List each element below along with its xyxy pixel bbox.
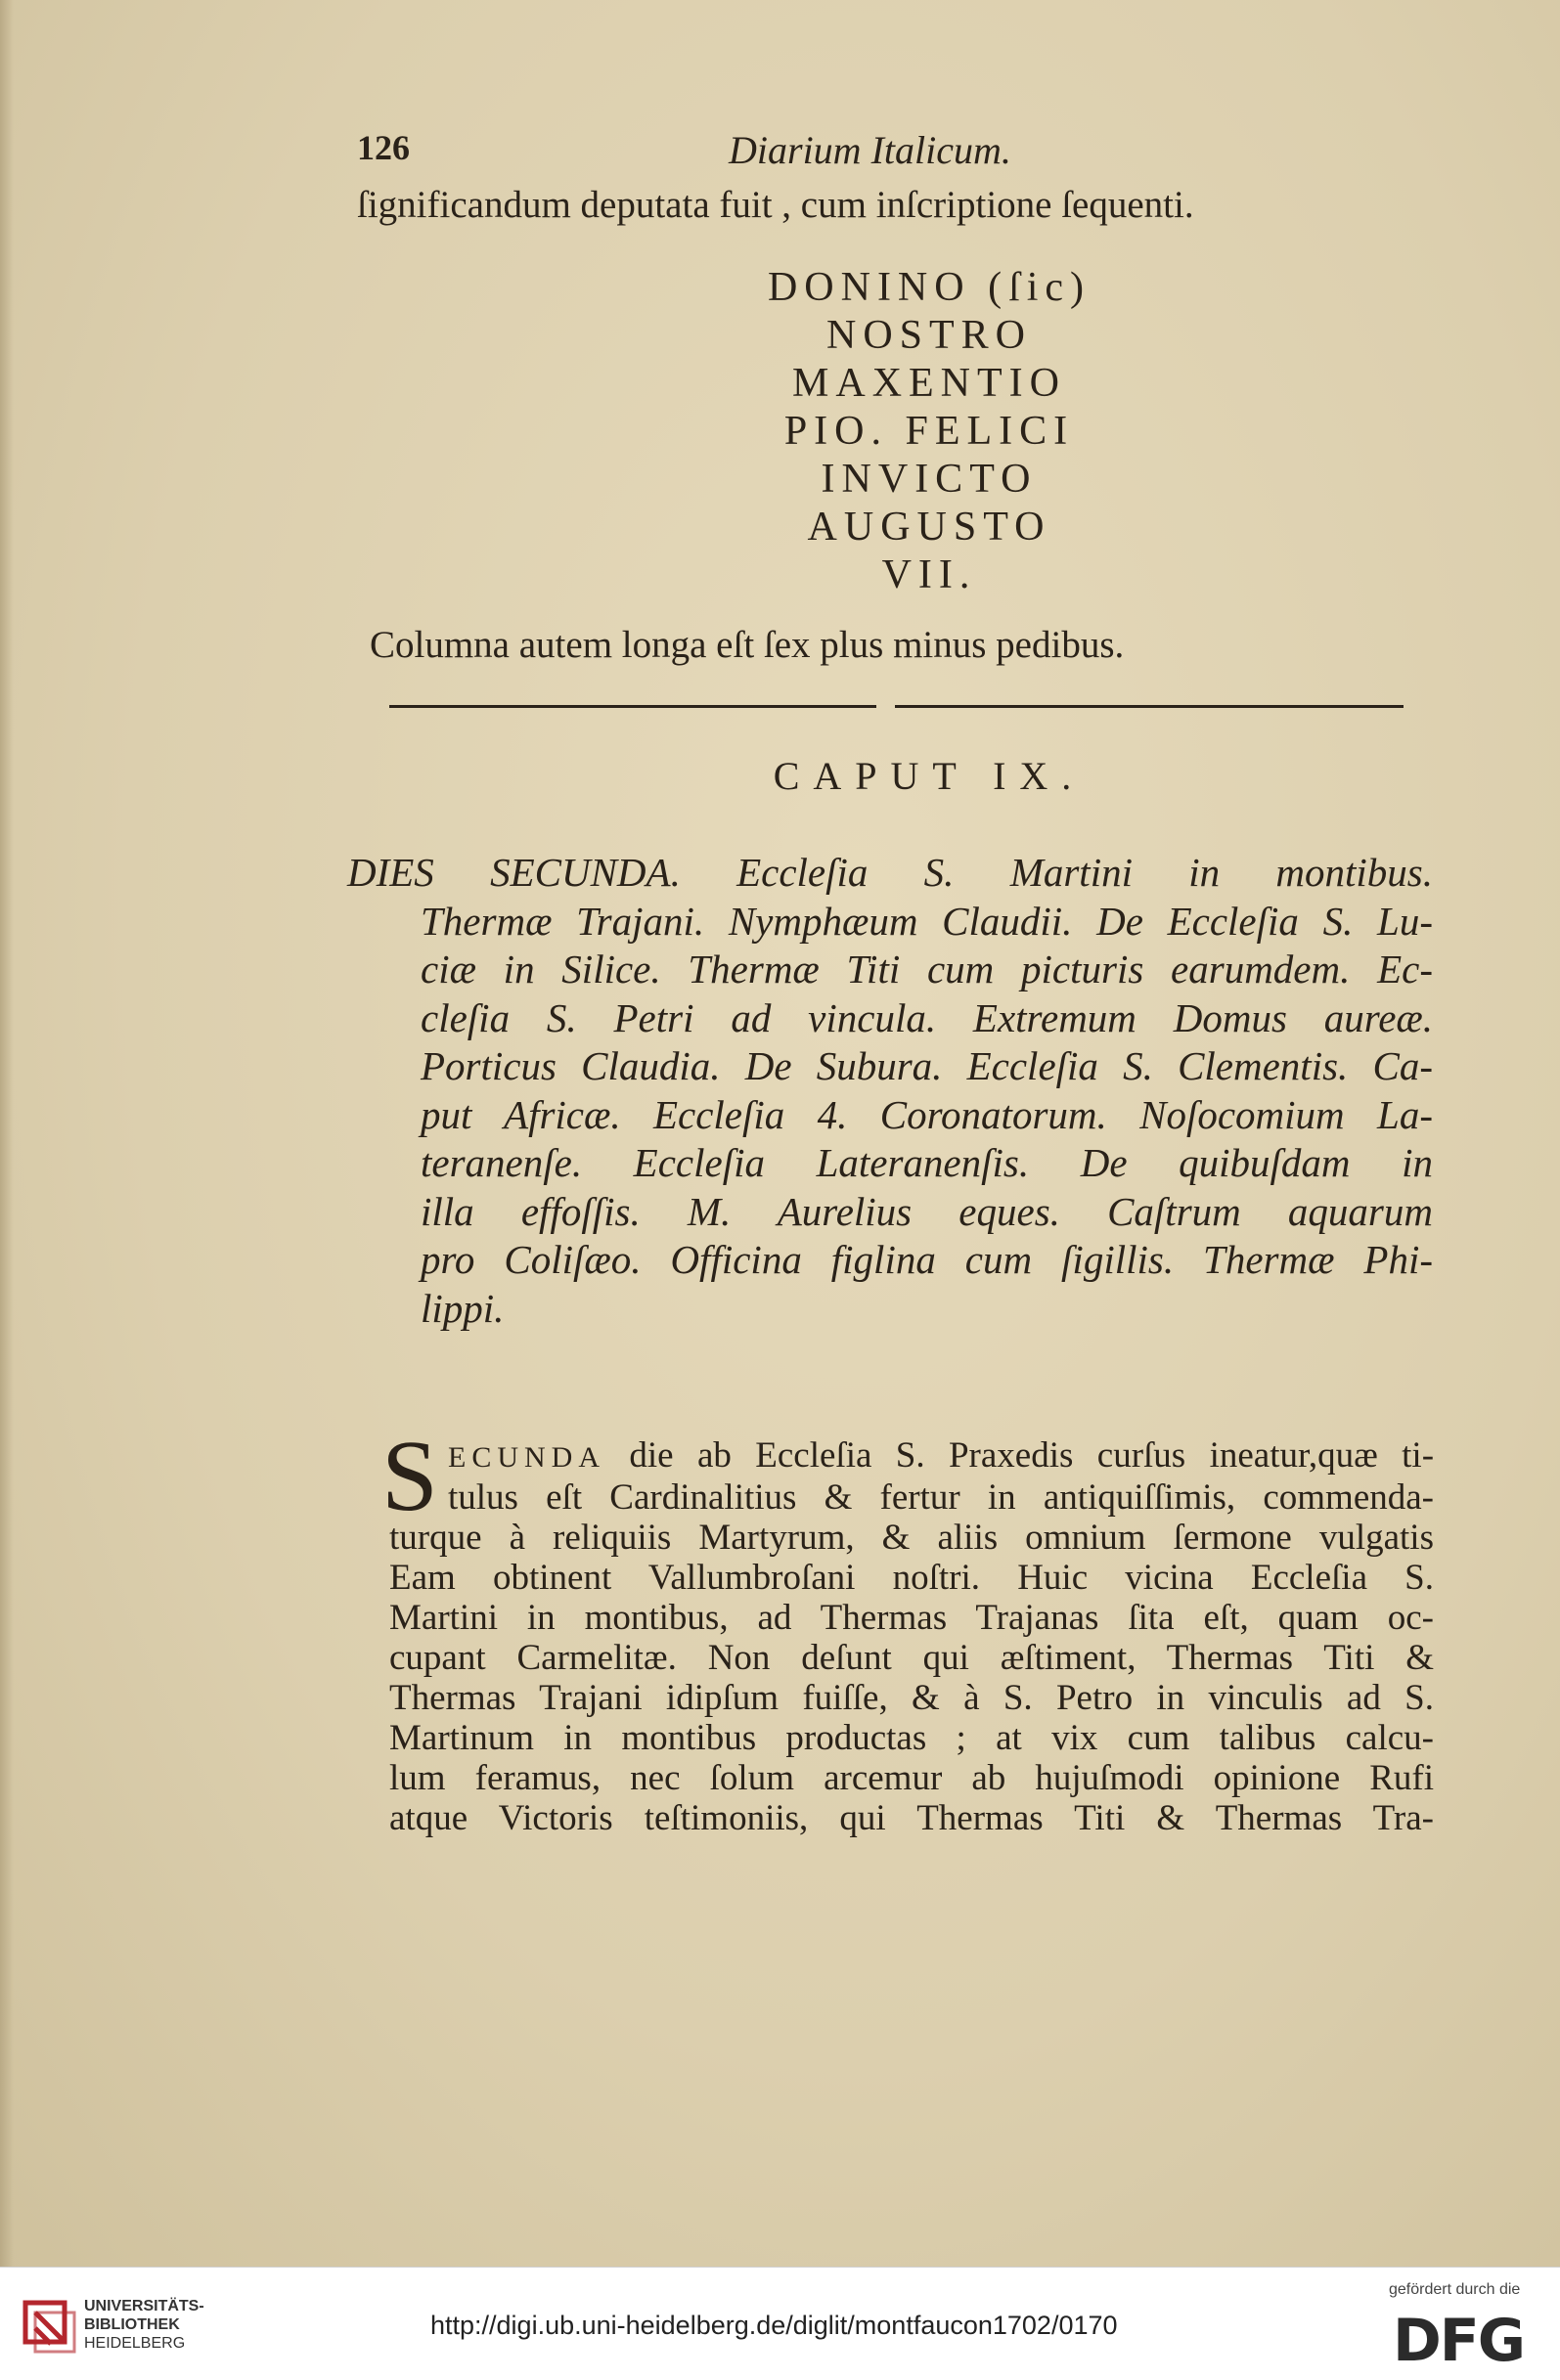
library-name[interactable]: [84, 2297, 241, 2353]
body-line: Thermas Trajani idipſum fuiſſe, & à S. Petro in vinculis ad S.: [389, 1678, 1434, 1718]
viewer-footer: [0, 2267, 1560, 2380]
body-line: atque Victoris teſtimoniis, qui Thermas Titi & Thermas Tra-: [389, 1798, 1434, 1838]
summary-line: Thermæ Trajani. Nymphæum Claudii. De Eccleſia S. Lu-: [421, 898, 1433, 944]
summary-line: teranenſe. Eccleſia Lateranenſis. De quibuſdam in: [421, 1140, 1433, 1185]
university-library-logo-icon[interactable]: [22, 2299, 76, 2358]
body-line: turque à reliquiis Martyrum, & aliis omnium ſermone vulgatis: [389, 1518, 1434, 1558]
summary-line: Porticus Claudia. De Subura. Eccleſia S. Clementis. Ca-: [421, 1043, 1433, 1088]
dfg-logo[interactable]: DFG: [1393, 2307, 1525, 2375]
first-line-text: die ab Eccleſia S. Praxedis curſus ineatur,quæ ti-: [629, 1435, 1435, 1476]
library-name-line: UNIVERSITÄTS-: [84, 2298, 204, 2314]
body-line: cupant Carmelitæ. Non deſunt qui æſtiment, Thermas Titi &: [389, 1638, 1434, 1678]
summary-line: lippi.: [421, 1285, 505, 1331]
body-line: lum feramus, nec ſolum arcemur ab hujuſmodi opinione Rufi: [389, 1758, 1434, 1798]
summary-line: pro Coliſæo. Officina figlina cum ſigillis. Thermæ Phi-: [421, 1237, 1433, 1282]
body-line: tulus eſt Cardinalitius & fertur in antiquiſſimis, commenda-: [448, 1477, 1434, 1518]
divider-rule-left: [389, 705, 876, 708]
body-line: Eam obtinent Vallumbroſani noſtri. Huic vicina Eccleſia S.: [389, 1558, 1434, 1598]
drop-cap: S: [381, 1420, 438, 1532]
chapter-summary: [347, 849, 1433, 1333]
body-line: [389, 1435, 1434, 1477]
library-name-line: HEIDELBERG: [84, 2335, 186, 2352]
summary-line: DIES SECUNDA. Eccleſia S. Martini in montibus.: [347, 850, 1433, 895]
body-line: Martinum in montibus productas ; at vix cum talibus calcu-: [389, 1718, 1434, 1758]
summary-line: cleſia S. Petri ad vincula. Extremum Domus aureæ.: [421, 994, 1433, 1040]
inscription-line: INVICTO: [821, 457, 1038, 502]
library-name-line: BIBLIOTHEK: [84, 2316, 180, 2333]
inscription-line: MAXENTIO: [792, 361, 1066, 406]
body-line: Martini in montibus, ad Thermas Trajanas ſita eſt, quam oc-: [389, 1598, 1434, 1638]
column-note: Columna autem longa eſt ſex plus minus pedibus.: [370, 624, 1125, 666]
inscription-line: DONINO (ſic): [767, 265, 1092, 310]
summary-line: illa effoſſis. M. Aurelius eques. Caſtrum aquarum: [421, 1188, 1433, 1234]
first-word-smallcaps: ECUNDA: [448, 1441, 605, 1474]
page-header: [357, 127, 1335, 176]
running-title: Diarium Italicum.: [729, 128, 1011, 172]
inscription-line: NOSTRO: [825, 313, 1033, 358]
summary-line: put Africæ. Eccleſia 4. Coronatorum. Noſocomium La-: [421, 1091, 1433, 1137]
inscription-line: VII.: [881, 552, 977, 597]
inscription-line: PIO. FELICI: [783, 409, 1075, 454]
funded-by-label: gefördert durch die: [1389, 2281, 1521, 2298]
inscription: [587, 264, 1271, 599]
inscription-line: AUGUSTO: [807, 505, 1051, 550]
summary-line: ciæ in Silice. Thermæ Titi cum picturis earumdem. Ec-: [421, 947, 1433, 992]
permalink-url[interactable]: http://digi.ub.uni-heidelberg.de/diglit/montfaucon1702/0170: [430, 2311, 1118, 2340]
divider-rule-right: [895, 705, 1404, 708]
chapter-heading: CAPUT IX.: [773, 754, 1086, 798]
body-paragraph: [381, 1420, 1435, 1838]
intro-line: ſignificandum deputata fuit , cum inſcriptione ſequenti.: [357, 184, 1194, 226]
page-number: 126: [357, 128, 410, 167]
